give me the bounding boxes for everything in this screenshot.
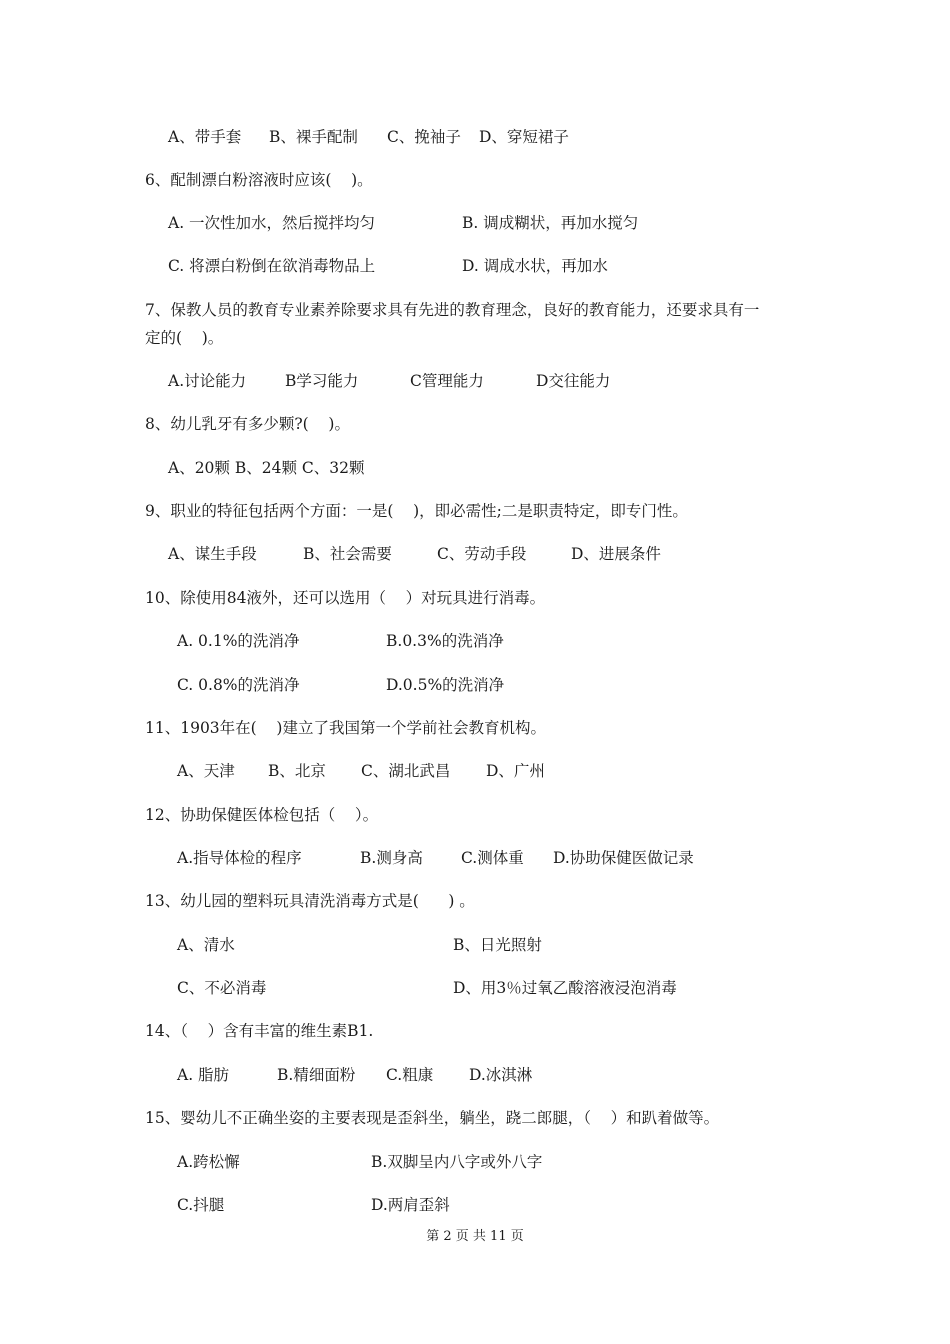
question-11-stem: 11、1903年在( )建立了我国第一个学前社会教育机构。 (145, 719, 546, 737)
q5-option-b: B、裸手配制 (269, 128, 358, 146)
q7-option-d: D交往能力 (536, 372, 611, 390)
q5-option-a: A、带手套 (168, 128, 242, 146)
q11-option-a: A、天津 (177, 762, 235, 780)
q9-option-d: D、进展条件 (571, 545, 661, 563)
q10-option-a: A. 0.1%的洗消净 (177, 632, 300, 650)
q6-option-a: A. 一次性加水，然后搅拌均匀 (168, 214, 376, 232)
q11-option-c: C、湖北武昌 (361, 762, 451, 780)
q15-option-a: A.跨松懈 (177, 1153, 240, 1171)
q8-options: A、20颗 B、24颗 C、32颗 (168, 459, 365, 477)
q9-option-b: B、社会需要 (303, 545, 392, 563)
question-6-stem: 6、配制漂白粉溶液时应该( )。 (145, 171, 373, 189)
q6-option-c: C. 将漂白粉倒在欲消毒物品上 (168, 257, 376, 275)
q5-option-d: D、穿短裙子 (479, 128, 569, 146)
question-7-stem-line2: 定的( )。 (145, 329, 224, 347)
q15-option-c: C.抖腿 (177, 1196, 225, 1214)
q11-option-d: D、广州 (486, 762, 545, 780)
q10-option-d: D.0.5%的洗消净 (386, 676, 505, 694)
question-8-stem: 8、幼儿乳牙有多少颗?( )。 (145, 415, 350, 433)
question-10-stem: 10、除使用84液外，还可以选用（ ）对玩具进行消毒。 (145, 589, 546, 607)
q7-option-a: A.讨论能力 (168, 372, 247, 390)
q13-option-c: C、不必消毒 (177, 979, 267, 997)
q7-option-c: C管理能力 (410, 372, 484, 390)
question-13-stem: 13、幼儿园的塑料玩具清洗消毒方式是( ) 。 (145, 892, 475, 910)
q12-option-d: D.协助保健医做记录 (553, 849, 694, 867)
q14-option-b: B.精细面粉 (277, 1066, 356, 1084)
q5-option-c: C、挽袖子 (387, 128, 461, 146)
q12-option-a: A.指导体检的程序 (177, 849, 302, 867)
q11-option-b: B、北京 (268, 762, 326, 780)
q6-option-b: B. 调成糊状，再加水搅匀 (462, 214, 639, 232)
question-14-stem: 14、（ ）含有丰富的维生素B1. (145, 1022, 374, 1040)
q12-option-c: C.测体重 (461, 849, 524, 867)
q7-option-b: B学习能力 (285, 372, 359, 390)
question-9-stem: 9、职业的特征包括两个方面：一是( )，即必需性;二是职责特定，即专门性。 (145, 502, 688, 520)
q15-option-d: D.两肩歪斜 (371, 1196, 450, 1214)
q10-option-b: B.0.3%的洗消净 (386, 632, 504, 650)
q12-option-b: B.测身高 (360, 849, 423, 867)
q9-option-a: A、谋生手段 (168, 545, 257, 563)
question-12-stem: 12、协助保健医体检包括（ ）。 (145, 806, 379, 824)
q13-option-d: D、用3％过氧乙酸溶液浸泡消毒 (453, 979, 677, 997)
q14-option-d: D.冰淇淋 (469, 1066, 533, 1084)
q14-option-c: C.粗康 (386, 1066, 434, 1084)
q10-option-c: C. 0.8%的洗消净 (177, 676, 300, 694)
q13-option-b: B、日光照射 (453, 936, 542, 954)
q9-option-c: C、劳动手段 (437, 545, 527, 563)
question-15-stem: 15、婴幼儿不正确坐姿的主要表现是歪斜坐，躺坐，跷二郎腿，（ ）和趴着做等。 (145, 1109, 720, 1127)
page-number-footer: 第 2 页 共 11 页 (426, 1229, 524, 1244)
question-7-stem-line1: 7、保教人员的教育专业素养除要求具有先进的教育理念，良好的教育能力，还要求具有一 (145, 301, 760, 319)
q13-option-a: A、清水 (177, 936, 235, 954)
q15-option-b: B.双脚呈内八字或外八字 (371, 1153, 543, 1171)
q6-option-d: D. 调成水状，再加水 (462, 257, 608, 275)
q14-option-a: A. 脂肪 (177, 1066, 230, 1084)
